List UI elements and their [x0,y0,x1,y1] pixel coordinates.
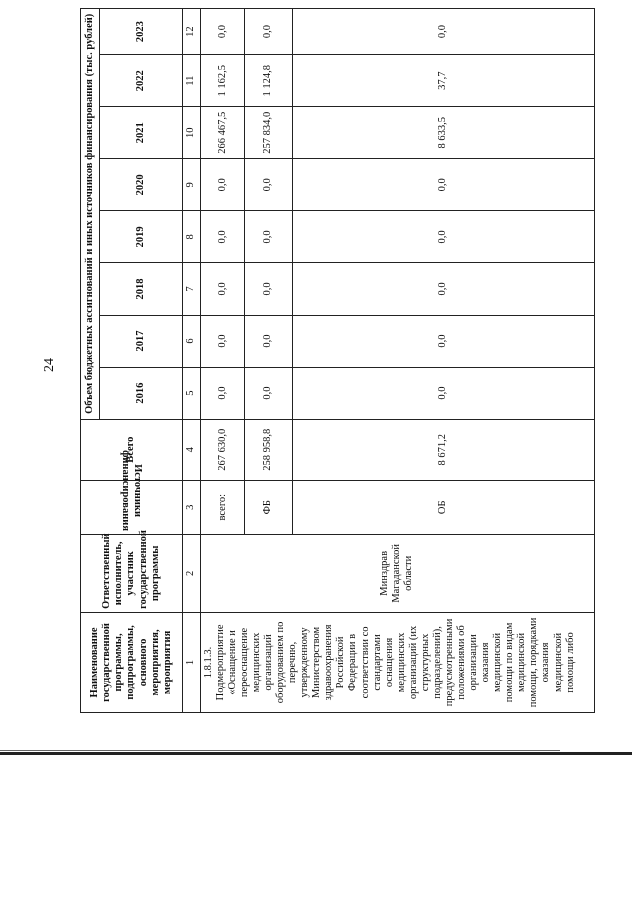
header-year: 2022 [99,55,182,107]
measure-responsible: Минздрав Магаданской области [200,534,594,612]
value-cell: 37,7 [292,55,594,107]
value-cell: 0,0 [292,9,594,55]
col-number: 12 [182,9,200,55]
col-number: 5 [182,367,200,419]
total-cell: 8 671,2 [292,419,594,480]
col-number: 1 [182,612,200,712]
measure-code: 1.8.1.3. [202,646,214,679]
value-cell: 0,0 [200,9,245,55]
col-number: 7 [182,263,200,315]
header-year: 2016 [99,367,182,419]
value-cell: 0,0 [200,367,245,419]
col-number: 11 [182,55,200,107]
total-cell: 267 630,0 [200,419,245,480]
header-year: 2020 [99,159,182,211]
value-cell: 1 162,5 [200,55,245,107]
value-cell: 0,0 [200,263,245,315]
header-year: 2019 [99,211,182,263]
col-number: 6 [182,315,200,367]
budget-table [80,8,595,713]
value-cell: 0,0 [292,159,594,211]
value-cell: 0,0 [245,263,292,315]
source-cell: ОБ [292,480,594,534]
header-sources-text: Источники финансирования [120,449,144,531]
col-number: 4 [182,419,200,480]
value-cell: 0,0 [200,159,245,211]
value-cell: 0,0 [200,211,245,263]
page-edge-line [0,750,560,751]
header-funding-group: Объем бюджетных ассигнований и иных источников финансирования (тыс. рублей) [81,9,100,420]
header-year: 2017 [99,315,182,367]
header-year: 2018 [99,263,182,315]
budget-table-rotated [80,8,595,713]
value-cell: 0,0 [292,211,594,263]
col-number: 8 [182,211,200,263]
source-cell: всего: [200,480,245,534]
value-cell: 0,0 [245,367,292,419]
source-cell: ФБ [245,480,292,534]
page-edge-rule [0,752,632,755]
value-cell: 0,0 [200,315,245,367]
value-cell: 0,0 [245,211,292,263]
col-number: 9 [182,159,200,211]
header-total: Всего [81,419,183,480]
value-cell: 0,0 [292,315,594,367]
value-cell: 8 633,5 [292,107,594,159]
total-cell: 258 958,8 [245,419,292,480]
value-cell: 257 834,0 [245,107,292,159]
measure-name-cell [200,612,594,712]
value-cell: 0,0 [292,263,594,315]
value-cell: 0,0 [245,9,292,55]
header-year: 2023 [99,9,182,55]
header-name: Наименование государственной программы, подпрограммы, основного мероприятия, мероприятия [81,612,183,712]
col-number: 2 [182,534,200,612]
value-cell: 266 467,5 [200,107,245,159]
value-cell: 0,0 [245,159,292,211]
value-cell: 0,0 [292,367,594,419]
measure-text: Подмероприятие «Оснащение и переоснащение медицинских организаций оборудованием по перечню, утвержденному Министерством здравоохранения Российской Федерации в соответствии со стандартами оснащения медицинских организаций (их структурных подразделений), предусмотренными положениями об организации оказания медицинской помощи по видам медицинской помощи, порядками оказания медицинской помощи либо [214,617,576,708]
page-number: 24 [42,358,57,372]
value-cell: 0,0 [245,315,292,367]
header-responsible: Ответственный исполнитель, участник государственной программы [81,534,183,612]
table-row [200,9,245,713]
col-number: 10 [182,107,200,159]
header-year: 2021 [99,107,182,159]
value-cell: 1 124,8 [245,55,292,107]
col-number: 3 [182,480,200,534]
